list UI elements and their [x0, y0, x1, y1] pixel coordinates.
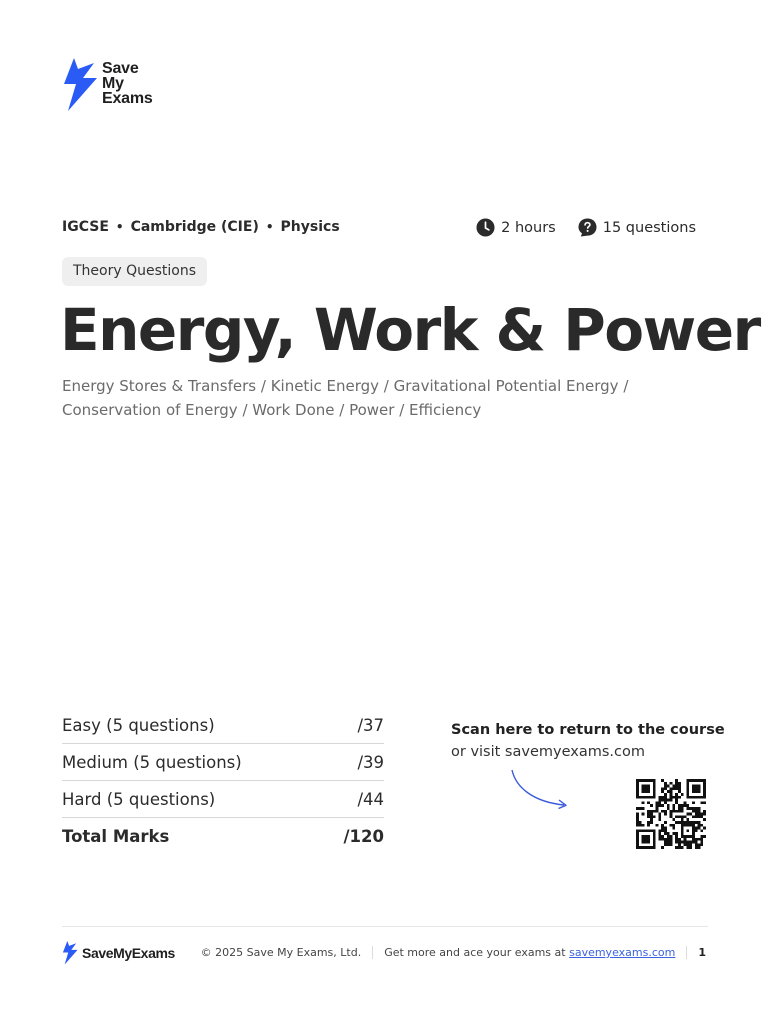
separator-dot: •	[115, 220, 124, 234]
footer-info	[201, 946, 706, 959]
marks-row-hard	[62, 781, 384, 818]
footer-separator	[372, 946, 373, 959]
marks-row-value: /37	[357, 715, 384, 735]
topic-list: Energy Stores & Transfers / Kinetic Energy / Gravitational Potential Energy / Conservation of Energy / Work Done / Power / Efficiency	[62, 377, 629, 419]
page-title: Energy, Work & Power	[60, 296, 760, 364]
brand-logo	[62, 58, 172, 114]
footer-wordmark: SaveMyExams	[82, 945, 175, 961]
footer-separator	[686, 946, 687, 959]
footer-logo	[62, 941, 175, 965]
questions-info	[578, 218, 696, 237]
page-number: 1	[698, 946, 706, 959]
marks-row-total	[62, 818, 384, 854]
scan-subtext: or visit savemyexams.com	[451, 744, 645, 760]
marks-row-value: /44	[357, 789, 384, 809]
website-link[interactable]: savemyexams.com	[569, 946, 676, 959]
clock-icon	[476, 218, 495, 237]
lightning-bolt-icon	[62, 58, 98, 112]
category-tag: Theory Questions	[62, 257, 207, 286]
paper-info	[454, 218, 696, 237]
footer-divider	[62, 926, 708, 927]
questions-count: 15 questions	[602, 219, 696, 236]
marks-row-label: Easy (5 questions)	[62, 715, 215, 735]
breadcrumb	[62, 219, 340, 235]
duration-text: 2 hours	[501, 219, 556, 236]
marks-row-easy	[62, 707, 384, 744]
total-label: Total Marks	[62, 826, 170, 846]
brand-line-2: My	[102, 75, 124, 92]
qr-code[interactable]	[634, 779, 708, 849]
duration-info	[476, 218, 556, 237]
marks-row-medium	[62, 744, 384, 781]
brand-wordmark	[102, 61, 153, 106]
marks-row-label: Hard (5 questions)	[62, 789, 216, 809]
question-icon	[578, 218, 597, 237]
brand-line-3: Exams	[102, 90, 153, 107]
cta-prefix: Get more and ace your exams at	[384, 946, 566, 959]
subject-label: Physics	[280, 219, 340, 235]
separator-dot: •	[265, 220, 274, 234]
scan-heading: Scan here to return to the course	[451, 722, 725, 738]
brand-line-1: Save	[102, 60, 139, 77]
total-value: /120	[343, 826, 384, 846]
cta-text	[384, 946, 675, 959]
board-label: Cambridge (CIE)	[130, 219, 259, 235]
marks-row-value: /39	[357, 752, 384, 772]
marks-row-label: Medium (5 questions)	[62, 752, 242, 772]
curved-arrow-icon	[508, 768, 572, 812]
copyright-text: © 2025 Save My Exams, Ltd.	[200, 946, 362, 959]
level-label: IGCSE	[62, 219, 109, 235]
marks-table	[62, 707, 384, 854]
lightning-bolt-icon	[62, 941, 78, 965]
